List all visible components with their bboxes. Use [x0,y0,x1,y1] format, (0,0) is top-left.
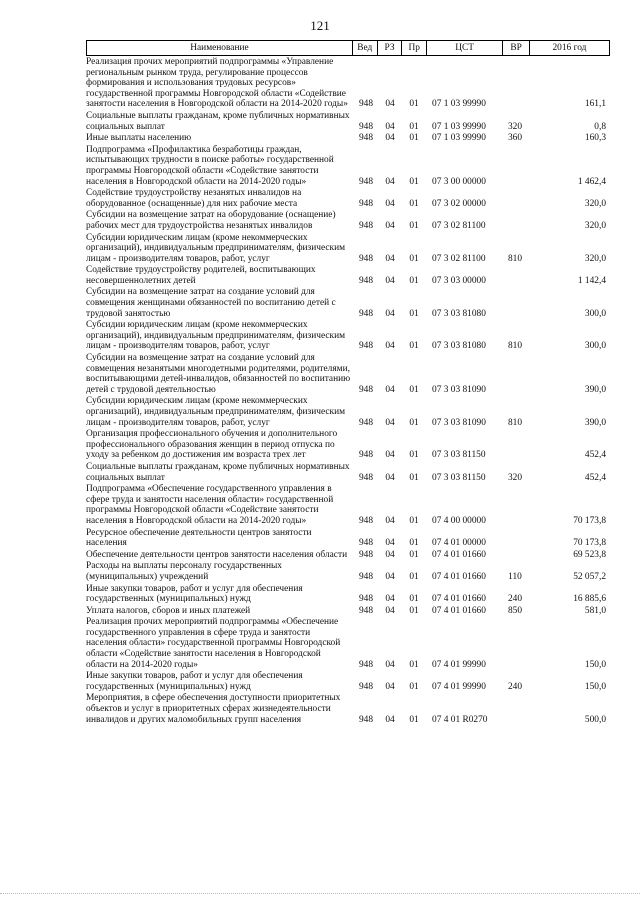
cell-pr: 01 [409,275,419,286]
cell-ved: 948 [358,198,374,209]
cell-rz: 04 [385,341,395,352]
cell-vr: 360 [507,133,523,144]
table-row [86,145,610,187]
cell-ved: 948 [358,538,374,549]
cell-ved: 948 [358,714,374,725]
cell-pr: 01 [409,450,419,461]
cell-cst: 07 1 03 99990 [432,133,486,144]
cell-ved: 948 [358,121,374,132]
cell-ved: 948 [358,659,374,670]
cell-vr: 320 [507,472,523,483]
cell-vr: 240 [507,594,523,605]
scan-edge-line [0,893,640,895]
cell-ved: 948 [358,681,374,692]
cell-rz: 04 [385,275,395,286]
header-rz: РЗ [377,41,402,55]
cell-cst: 07 3 02 81100 [432,220,486,231]
cell-pr: 01 [409,605,419,616]
cell-vr: 810 [507,253,523,264]
cell-cst: 07 4 01 01660 [432,549,486,560]
cell-sum: 500,0 [584,714,606,725]
table-row [86,57,610,110]
cell-pr: 01 [409,198,419,209]
cell-name: Реализация прочих мероприятий подпрограммы «Обеспечение государственного управления в сфере труда и занятости населения области» государственной программы Новгородской области «Содействие занятости населения в Новгородской области на 2014-2020 годы» [86,617,341,670]
cell-sum: 320,0 [584,198,606,209]
cell-sum: 320,0 [584,220,606,231]
cell-name: Содействие трудоустройству незанятых инвалидов на оборудованное (оснащенные) для них рабочие места [86,188,302,209]
cell-rz: 04 [385,659,395,670]
cell-sum: 0,8 [594,121,606,132]
cell-cst: 07 3 03 81150 [432,450,486,461]
table-row [86,550,610,561]
cell-ved: 948 [358,176,374,187]
cell-rz: 04 [385,605,395,616]
cell-sum: 160,3 [584,133,606,144]
cell-rz: 04 [385,133,395,144]
cell-cst: 07 3 03 81150 [432,472,486,483]
cell-pr: 01 [409,176,419,187]
cell-cst: 07 4 01 01660 [432,605,486,616]
cell-rz: 04 [385,198,395,209]
table-row [86,671,610,692]
cell-vr: 320 [507,121,523,132]
cell-cst: 07 3 03 81080 [432,308,486,319]
cell-ved: 948 [358,275,374,286]
cell-name: Уплата налогов, сборов и иных платежей [86,605,251,616]
cell-pr: 01 [409,571,419,582]
cell-rz: 04 [385,538,395,549]
cell-cst: 07 4 01 99990 [432,659,486,670]
cell-pr: 01 [409,308,419,319]
cell-rz: 04 [385,714,395,725]
cell-ved: 948 [358,450,374,461]
cell-name: Субсидии на возмещение затрат на создание условий для совмещения женщинами обязанностей по воспитанию детей с трудовой занятостью [86,287,336,319]
table-row [86,462,610,483]
cell-vr: 810 [507,341,523,352]
cell-rz: 04 [385,99,395,110]
cell-rz: 04 [385,253,395,264]
cell-cst: 07 3 03 81090 [432,417,486,428]
cell-rz: 04 [385,220,395,231]
table-row [86,693,610,725]
cell-vr: 240 [507,681,523,692]
cell-rz: 04 [385,121,395,132]
cell-sum: 300,0 [584,341,606,352]
table-header [86,40,610,56]
cell-ved: 948 [358,549,374,560]
cell-sum: 300,0 [584,308,606,319]
cell-ved: 948 [358,133,374,144]
header-ved: Вед [352,41,377,55]
cell-cst: 07 3 03 00000 [432,275,486,286]
cell-ved: 948 [358,594,374,605]
table-row [86,210,610,231]
cell-rz: 04 [385,384,395,395]
cell-sum: 1 462,4 [577,176,606,187]
cell-name: Реализация прочих мероприятий подпрограммы «Управление региональным рынком труда, регулирование процессов формирования и использования трудовых ресурсов» государственной программы Новгородской области «Содействие занятости населения в Новгородской области на 2014-2020 годы» [86,57,348,110]
cell-pr: 01 [409,681,419,692]
cell-sum: 70 173,8 [573,538,606,549]
cell-ved: 948 [358,99,374,110]
table-row [86,287,610,319]
table-row [86,188,610,209]
cell-rz: 04 [385,308,395,319]
cell-name: Субсидии юридическим лицам (кроме некоммерческих организаций), индивидуальным предпринимателям, физическим лицам - производителям товаров, работ, услуг [86,396,346,428]
cell-vr: 810 [507,417,523,428]
cell-cst: 07 4 01 R0270 [432,714,488,725]
cell-sum: 320,0 [584,253,606,264]
cell-name: Социальные выплаты гражданам, кроме публичных нормативных социальных выплат [86,461,350,483]
cell-sum: 581,0 [584,605,606,616]
header-cst: ЦСТ [426,41,502,55]
cell-name: Подпрограмма «Профилактика безработицы граждан, испытывающих трудности в поиске работы» государственной программы Новгородской области «Содействие занятости населения в Новгородской области на 2014-2020 годы» [86,144,334,187]
table-row [86,584,610,605]
cell-name: Расходы на выплаты персоналу государственных (муниципальных) учреждений [86,561,282,582]
cell-name: Субсидии юридическим лицам (кроме некоммерческих организаций), индивидуальным предпринимателям, физическим лицам - производителям товаров, работ, услуг [86,320,346,352]
cell-sum: 1 142,4 [577,275,606,286]
cell-vr: 110 [508,571,522,582]
cell-cst: 07 3 00 00000 [432,176,486,187]
cell-sum: 452,4 [584,450,606,461]
cell-name: Субсидии на возмещение затрат на оборудование (оснащение) рабочих мест для трудоустройства незанятых инвалидов [86,210,336,231]
cell-name: Субсидии юридическим лицам (кроме некоммерческих организаций), индивидуальным предпринимателям, физическим лицам - производителям товаров, работ, услуг [86,232,346,264]
cell-pr: 01 [409,99,419,110]
table-row [86,484,610,526]
cell-ved: 948 [358,605,374,616]
cell-rz: 04 [385,594,395,605]
cell-ved: 948 [358,515,374,526]
cell-sum: 452,4 [584,472,606,483]
cell-name: Ресурсное обеспечение деятельности центров занятости населения [86,527,312,549]
cell-rz: 04 [385,515,395,526]
cell-rz: 04 [385,681,395,692]
cell-pr: 01 [409,515,419,526]
cell-ved: 948 [358,472,374,483]
header-vr: ВР [502,41,529,55]
cell-sum: 390,0 [584,384,606,395]
cell-rz: 04 [385,549,395,560]
header-name: Наименование [190,43,249,53]
cell-pr: 01 [409,253,419,264]
table-row [86,233,610,265]
cell-pr: 01 [409,549,419,560]
cell-name: Иные закупки товаров, работ и услуг для обеспечения государственных (муниципальных) нужд [86,583,303,605]
cell-pr: 01 [409,220,419,231]
cell-cst: 07 3 03 81080 [432,341,486,352]
table-row [86,111,610,132]
cell-pr: 01 [409,538,419,549]
cell-sum: 52 057,2 [573,571,606,582]
cell-ved: 948 [358,384,374,395]
cell-sum: 70 173,8 [573,515,606,526]
table-row [86,396,610,428]
cell-cst: 07 4 00 00000 [432,515,486,526]
cell-cst: 07 3 02 00000 [432,198,486,209]
cell-name: Подпрограмма «Обеспечение государственного управления в сфере труда и занятости населения области» государственной программы Новгородской области «Содействие занятости населения в Новгородской области на 2014-2020 годы» [86,484,334,526]
cell-rz: 04 [385,176,395,187]
cell-name: Иные выплаты населению [86,133,192,144]
cell-vr: 850 [507,605,523,616]
cell-pr: 01 [409,659,419,670]
table-row [86,320,610,352]
cell-ved: 948 [358,341,374,352]
table-row [86,617,610,670]
cell-rz: 04 [385,571,395,582]
table-row [86,133,610,144]
cell-cst: 07 4 01 99990 [432,681,486,692]
table-row [86,561,610,582]
cell-ved: 948 [358,571,374,582]
cell-cst: 07 4 01 01660 [432,594,486,605]
cell-name: Субсидии на возмещение затрат на создание условий для совмещения незанятыми многодетными родителями, родителями, воспитывающими детей-инвалидов, обязанностей по воспитанию детей с трудовой деятельностью [86,353,351,395]
cell-name: Содействие трудоустройству родителей, воспитывающих несовершеннолетних детей [86,265,316,286]
cell-pr: 01 [409,133,419,144]
cell-pr: 01 [409,417,419,428]
cell-ved: 948 [358,308,374,319]
cell-cst: 07 3 03 81090 [432,384,486,395]
cell-name: Обеспечение деятельности центров занятости населения области [86,549,348,560]
cell-sum: 150,0 [584,681,606,692]
cell-sum: 16 885,6 [573,594,606,605]
cell-name: Социальные выплаты гражданам, кроме публичных нормативных социальных выплат [86,110,350,132]
table-body [86,57,610,725]
table-row [86,429,610,461]
cell-ved: 948 [358,220,374,231]
table-row [86,265,610,286]
cell-pr: 01 [409,384,419,395]
cell-pr: 01 [409,341,419,352]
cell-pr: 01 [409,472,419,483]
table-row [86,353,610,395]
cell-sum: 69 523,8 [573,549,606,560]
cell-name: Организация профессионального обучения и дополнительного профессионального образования женщин в период отпуска по уходу за ребенком до достижения им возраста трех лет [86,429,338,461]
budget-table [86,40,610,725]
cell-sum: 150,0 [584,659,606,670]
cell-cst: 07 4 01 00000 [432,538,486,549]
cell-cst: 07 1 03 99990 [432,99,486,110]
cell-pr: 01 [409,714,419,725]
header-pr: Пр [401,41,426,55]
cell-name: Иные закупки товаров, работ и услуг для обеспечения государственных (муниципальных) нужд [86,671,303,692]
cell-cst: 07 1 03 99990 [432,121,486,132]
header-sum: 2016 год [529,41,609,55]
cell-ved: 948 [358,253,374,264]
cell-cst: 07 3 02 81100 [432,253,486,264]
cell-ved: 948 [358,417,374,428]
table-row [86,528,610,549]
page-number: 121 [310,18,330,33]
cell-sum: 161,1 [584,99,606,110]
cell-rz: 04 [385,472,395,483]
cell-name: Мероприятия, в сфере обеспечения доступности приоритетных объектов и услуг в приоритетных сферах жизнедеятельности инвалидов и других маломобильных групп населения [86,693,341,725]
cell-rz: 04 [385,417,395,428]
cell-rz: 04 [385,450,395,461]
cell-pr: 01 [409,121,419,132]
cell-cst: 07 4 01 01660 [432,571,486,582]
table-row [86,606,610,617]
cell-pr: 01 [409,594,419,605]
cell-sum: 390,0 [584,417,606,428]
